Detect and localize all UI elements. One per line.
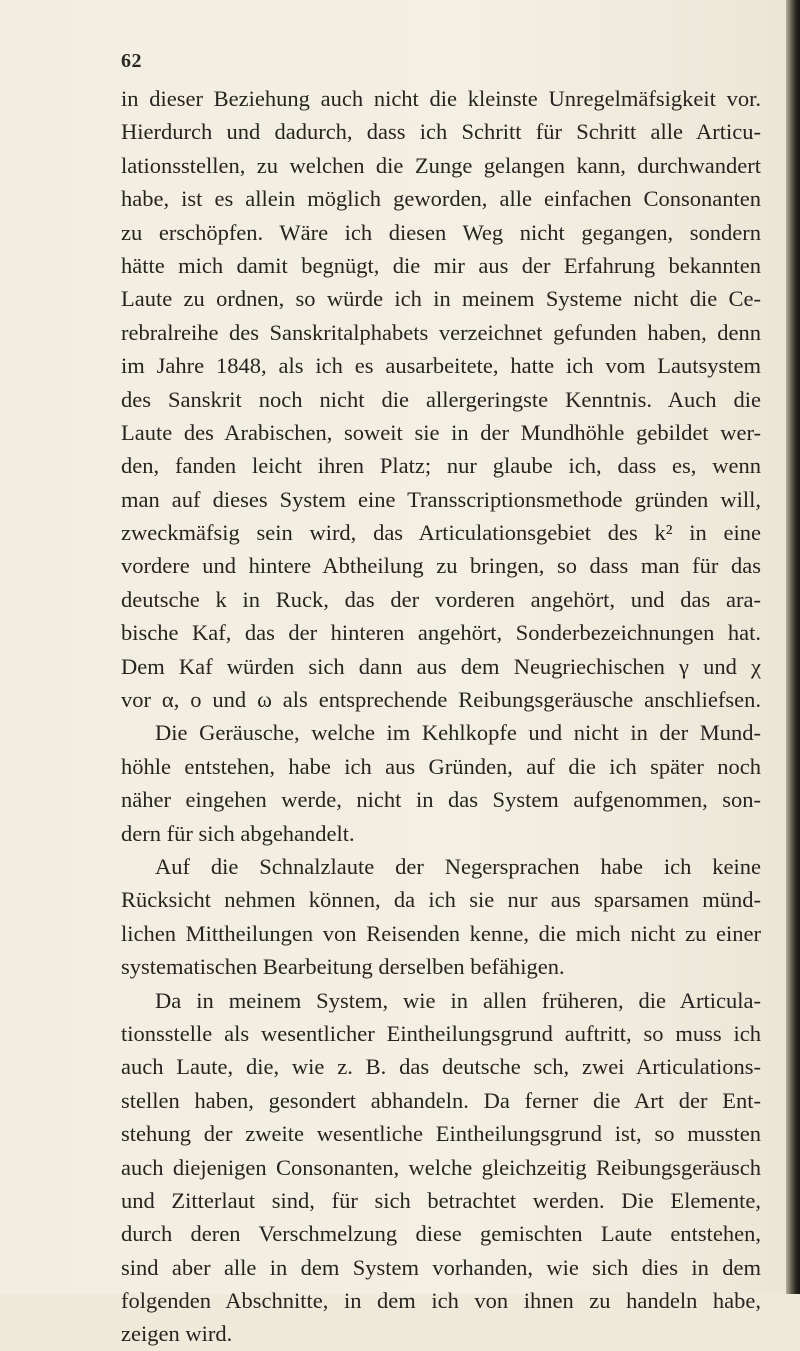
- text-line: man auf dieses System eine Transscriptionsmethode gründen will,: [121, 486, 761, 512]
- text-line: hätte mich damit begnügt, die mir aus der Erfahrung bekannten: [121, 252, 761, 278]
- text-line: stellen haben, gesondert abhandeln. Da ferner die Art der Ent-: [121, 1087, 761, 1113]
- text-line: in dieser Beziehung auch nicht die kleinste Unregelmäfsigkeit vor.: [121, 86, 761, 111]
- text-line: zeigen wird.: [121, 1321, 233, 1347]
- text-line: bische Kaf, das der hinteren angehört, Sonderbezeichnungen hat.: [121, 620, 761, 646]
- text-line: tionsstelle als wesentlicher Eintheilungsgrund auftritt, so muss ich: [121, 1020, 761, 1046]
- text-line: des Sanskrit noch nicht die allergeringste Kenntnis. Auch die: [121, 386, 761, 412]
- text-line: deutsche k in Ruck, das der vorderen angehört, und das ara-: [121, 586, 761, 612]
- text-line: sind aber alle in dem System vorhanden, wie sich dies in dem: [121, 1254, 761, 1280]
- text-line: durch deren Verschmelzung diese gemischten Laute entstehen,: [121, 1221, 761, 1247]
- text-line: Laute des Arabischen, soweit sie in der Mundhöhle gebildet wer-: [121, 419, 761, 445]
- text-line: auch Laute, die, wie z. B. das deutsche sch, zwei Articulations-: [121, 1054, 761, 1080]
- text-line: rebralreihe des Sanskritalphabets verzeichnet gefunden haben, denn: [121, 319, 761, 345]
- text-line: höhle entstehen, habe ich aus Gründen, auf die ich später noch: [121, 753, 761, 779]
- text-line: vordere und hintere Abtheilung zu bringen, so dass man für das: [121, 553, 761, 579]
- text-line: Auf die Schnalzlaute der Negersprachen habe ich keine: [155, 853, 761, 879]
- text-line: im Jahre 1848, als ich es ausarbeitete, hatte ich vom Lautsystem: [121, 353, 761, 379]
- text-line: zweckmäfsig sein wird, das Articulationsgebiet des k² in eine: [121, 520, 761, 546]
- text-line: stehung der zweite wesentliche Eintheilungsgrund ist, so mussten: [121, 1121, 761, 1147]
- text-line: habe, ist es allein möglich geworden, alle einfachen Consonanten: [121, 186, 761, 212]
- text-line: vor α, ο und ω als entsprechende Reibungsgeräusche anschliefsen.: [121, 687, 761, 713]
- text-line: Rücksicht nehmen können, da ich sie nur aus sparsamen münd-: [121, 887, 761, 913]
- text-line: zu erschöpfen. Wäre ich diesen Weg nicht gegangen, sondern: [121, 219, 761, 245]
- text-line: dern für sich abgehandelt.: [121, 820, 355, 846]
- text-line: Hierdurch und dadurch, dass ich Schritt für Schritt alle Articu-: [121, 119, 761, 145]
- body-text: [121, 82, 761, 1351]
- book-binding-edge: [786, 0, 800, 1294]
- text-line: den, fanden leicht ihren Platz; nur glaube ich, dass es, wenn: [121, 453, 761, 479]
- page-number: 62: [121, 50, 142, 72]
- text-line: Da in meinem System, wie in allen früheren, die Articula-: [155, 987, 761, 1013]
- text-line: lichen Mittheilungen von Reisenden kenne, die mich nicht zu einer: [121, 920, 761, 946]
- text-line: folgenden Abschnitte, in dem ich von ihnen zu handeln habe,: [121, 1288, 761, 1314]
- text-line: näher eingehen werde, nicht in das System aufgenommen, son-: [121, 787, 761, 813]
- text-line: Dem Kaf würden sich dann aus dem Neugriechischen γ und χ: [121, 653, 761, 679]
- text-line: auch diejenigen Consonanten, welche gleichzeitig Reibungsgeräusch: [121, 1154, 761, 1180]
- text-line: Laute zu ordnen, so würde ich in meinem Systeme nicht die Ce-: [121, 286, 761, 312]
- text-line: systematischen Bearbeitung derselben befähigen.: [121, 954, 565, 980]
- text-line: lationsstellen, zu welchen die Zunge gelangen kann, durchwandert: [121, 152, 761, 178]
- text-line: Die Geräusche, welche im Kehlkopfe und nicht in der Mund-: [155, 720, 761, 746]
- text-line: und Zitterlaut sind, für sich betrachtet werden. Die Elemente,: [121, 1187, 761, 1213]
